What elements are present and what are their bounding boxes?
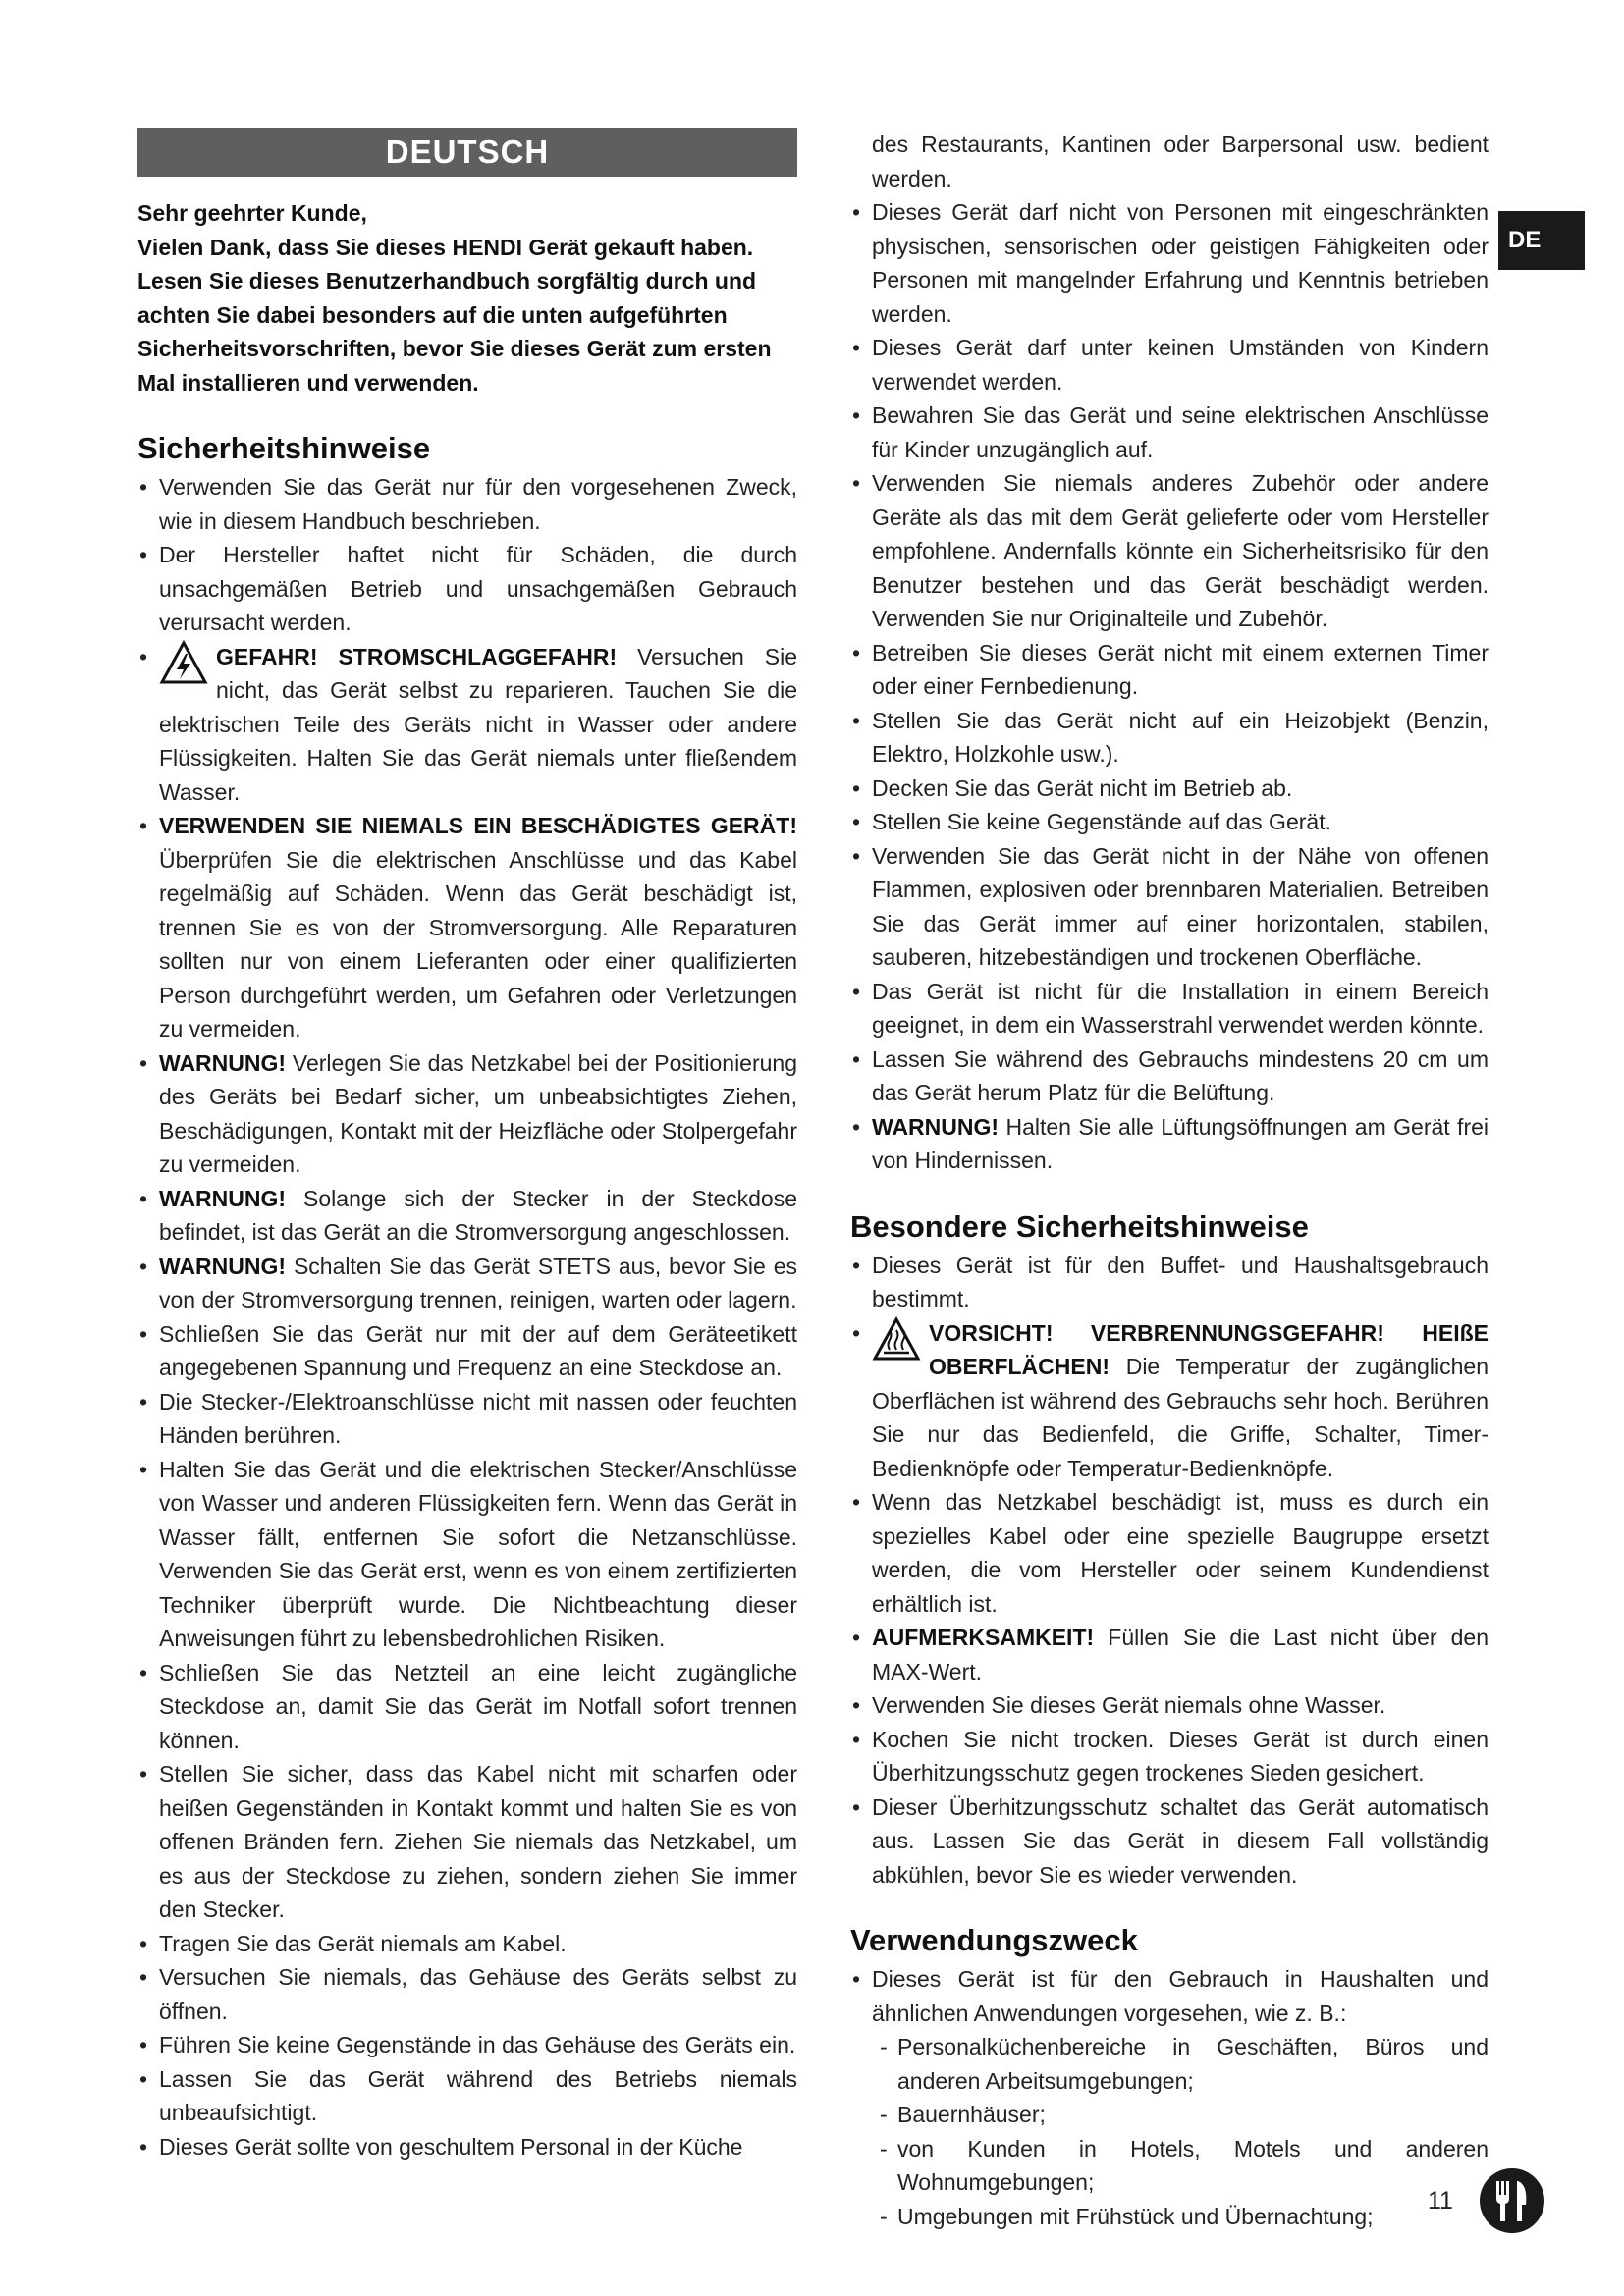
list-item: • Die Stecker-/Elektroanschlüsse nicht mit nassen oder feuchten Händen berühren. [137, 1385, 797, 1453]
sub-list-item: - Bauernhäuser; [872, 2098, 1489, 2132]
list-item: • WARNUNG! Verlegen Sie das Netzkabel bei der Positionierung des Geräts bei Bedarf sicher, um unbeabsichtigtes Ziehen, Beschädigungen, Kontakt mit der Heizfläche oder Stolpergefahr zu vermeiden. [137, 1046, 797, 1182]
list-item: • Betreiben Sie dieses Gerät nicht mit einem externen Timer oder einer Fernbedienung. [850, 636, 1489, 704]
list-item: • WARNUNG! Halten Sie alle Lüftungsöffnungen am Gerät frei von Hindernissen. [850, 1110, 1489, 1178]
safety-list-continued [850, 128, 1489, 1178]
special-safety-list [850, 1249, 1489, 1893]
list-item: • Stellen Sie sicher, dass das Kabel nicht mit scharfen oder heißen Gegenständen in Kontakt kommt und halten Sie es von offenen Bränden fern. Ziehen Sie niemals das Netzkabel, um es aus der Steckdose zu ziehen, sondern ziehen Sie immer den Stecker. [137, 1757, 797, 1927]
page-number: 11 [1428, 2187, 1453, 2215]
language-tab: DE [1498, 211, 1585, 270]
list-item: • Dieses Gerät ist für den Gebrauch in Haushalten und ähnlichen Anwendungen vorgesehen, wie z. B.: - Personalküchenbereiche in Geschäften, Büros und anderen Arbeitsumgebungen; - Bauernhäuser; - von Kunden in Hotels, Motels und anderen Wohnumgebungen; - Umgebungen mit Frühstück und Übernachtung; [850, 1962, 1489, 2233]
list-item: • Verwenden Sie dieses Gerät niemals ohne Wasser. [850, 1688, 1489, 1723]
list-item: • Schließen Sie das Netzteil an eine leicht zugängliche Steckdose an, damit Sie das Gerät im Notfall sofort trennen können. [137, 1656, 797, 1758]
sub-list-item: - von Kunden in Hotels, Motels und anderen Wohnumgebungen; [872, 2132, 1489, 2200]
list-item: • Verwenden Sie das Gerät nur für den vorgesehenen Zweck, wie in diesem Handbuch beschrieben. [137, 470, 797, 538]
list-item: • Dieses Gerät sollte von geschultem Personal in der Küche [137, 2130, 797, 2164]
list-item: • AUFMERKSAMKEIT! Füllen Sie die Last nicht über den MAX-Wert. [850, 1621, 1489, 1688]
section-title-usage: Verwendungszweck [850, 1923, 1138, 1957]
list-item: • Stellen Sie keine Gegenstände auf das Gerät. [850, 805, 1489, 839]
intro [137, 196, 797, 400]
language-banner: DEUTSCH [137, 128, 797, 177]
sub-list-item: - Umgebungen mit Frühstück und Übernachtung; [872, 2200, 1489, 2234]
list-item: • GEFAHR! STROMSCHLAGGEFAHR! Versuchen Sie nicht, das Gerät selbst zu reparieren. Tauchen Sie die elektrischen Teile des Geräts nicht in Wasser oder andere Flüssigkeiten. Halten Sie das Gerät niemals unter fließendem Wasser. [137, 640, 797, 810]
list-item: • Dieser Überhitzungsschutz schaltet das Gerät automatisch aus. Lassen Sie das Gerät in diesem Fall vollständig abkühlen, bevor Sie es wieder verwenden. [850, 1790, 1489, 1893]
usage-list [850, 1962, 1489, 2233]
list-item: • Halten Sie das Gerät und die elektrischen Stecker/Anschlüsse von Wasser und anderen Flüssigkeiten fern. Wenn das Gerät in Wasser fällt, entfernen Sie sofort die Netzanschlüsse. Verwenden Sie das Gerät erst, wenn es von einem zertifizierten Techniker überprüft wurde. Die Nichtbeachtung dieser Anweisungen führt zu lebensbedrohlichen Risiken. [137, 1453, 797, 1656]
right-column [850, 128, 1489, 2233]
list-item: • Kochen Sie nicht trocken. Dieses Gerät ist durch einen Überhitzungsschutz gegen trockenes Sieden gesichert. [850, 1723, 1489, 1790]
list-item: • Dieses Gerät darf nicht von Personen mit eingeschränkten physischen, sensorischen oder geistigen Fähigkeiten oder Personen mit mangelnder Erfahrung und Kenntnis betrieben werden. [850, 195, 1489, 331]
left-column [137, 128, 797, 2163]
list-item: • Lassen Sie das Gerät während des Betriebs niemals unbeaufsichtigt. [137, 2062, 797, 2130]
list-item: • Decken Sie das Gerät nicht im Betrieb ab. [850, 772, 1489, 806]
electric-shock-warning-icon [159, 640, 208, 685]
intro-text: Vielen Dank, dass Sie dieses HENDI Gerät gekauft haben. Lesen Sie dieses Benutzerhandbuch sorgfältig durch und achten Sie dabei besonders auf die unten aufgeführten Sicherheitsvorschriften, bevor Sie dieses Gerät zum ersten Mal installieren und verwenden. [137, 234, 772, 396]
list-item: • WARNUNG! Schalten Sie das Gerät STETS aus, bevor Sie es von der Stromversorgung trennen, reinigen, warten oder lagern. [137, 1250, 797, 1317]
list-item: • VERWENDEN SIE NIEMALS EIN BESCHÄDIGTES GERÄT! Überprüfen Sie die elektrischen Anschlüsse und das Kabel regelmäßig auf Schäden. Wenn das Gerät beschädigt ist, trennen Sie es von der Stromversorgung. Alle Reparaturen sollten nur von einem Lieferanten oder einer qualifizierten Person durchgeführt werden, um Gefahren oder Verletzungen zu vermeiden. [137, 809, 797, 1046]
usage-sublist [872, 2030, 1489, 2233]
list-item: • Tragen Sie das Gerät niemals am Kabel. [137, 1927, 797, 1961]
list-item: • Der Hersteller haftet nicht für Schäden, die durch unsachgemäßen Betrieb und unsachgemäßen Gebrauch verursacht werden. [137, 538, 797, 640]
list-item-continuation: des Restaurants, Kantinen oder Barpersonal usw. bedient werden. [872, 132, 1489, 191]
list-item: • Lassen Sie während des Gebrauchs mindestens 20 cm um das Gerät herum Platz für die Belüftung. [850, 1042, 1489, 1110]
list-item: • Dieses Gerät ist für den Buffet- und Haushaltsgebrauch bestimmt. [850, 1249, 1489, 1316]
section-title-safety: Sicherheitshinweise [137, 431, 431, 465]
cutlery-logo-icon [1479, 2167, 1545, 2234]
intro-greeting: Sehr geehrter Kunde, [137, 200, 367, 226]
list-item: • Wenn das Netzkabel beschädigt ist, muss es durch ein spezielles Kabel oder eine spezielle Baugruppe ersetzt werden, die vom Hersteller oder seinem Kundendienst erhältlich ist. [850, 1485, 1489, 1621]
list-item: • WARNUNG! Solange sich der Stecker in der Steckdose befindet, ist das Gerät an die Stromversorgung angeschlossen. [137, 1182, 797, 1250]
list-item: • VORSICHT! VERBRENNUNGSGEFAHR! HEIßE OBERFLÄCHEN! Die Temperatur der zugänglichen Oberflächen ist während des Gebrauchs sehr hoch. Berühren Sie nur das Bedienfeld, die Griffe, Schalter, Timer-Bedienknöpfe oder Temperatur-Bedienknöpfe. [850, 1316, 1489, 1486]
sub-list-item: - Personalküchenbereiche in Geschäften, Büros und anderen Arbeitsumgebungen; [872, 2030, 1489, 2098]
list-item: • Stellen Sie das Gerät nicht auf ein Heizobjekt (Benzin, Elektro, Holzkohle usw.). [850, 704, 1489, 772]
list-item: • Verwenden Sie niemals anderes Zubehör oder andere Geräte als das mit dem Gerät gelieferte oder vom Hersteller empfohlene. Andernfalls könnte ein Sicherheitsrisiko für den Benutzer bestehen und das Gerät beschädigt werden. Verwenden Sie nur Originalteile und Zubehör. [850, 466, 1489, 636]
list-item: • Dieses Gerät darf unter keinen Umständen von Kindern verwendet werden. [850, 331, 1489, 399]
list-item: • Versuchen Sie niemals, das Gehäuse des Geräts selbst zu öffnen. [137, 1960, 797, 2028]
list-item: • Bewahren Sie das Gerät und seine elektrischen Anschlüsse für Kinder unzugänglich auf. [850, 399, 1489, 466]
list-item: • Führen Sie keine Gegenstände in das Gehäuse des Geräts ein. [137, 2028, 797, 2062]
list-item: • Verwenden Sie das Gerät nicht in der Nähe von offenen Flammen, explosiven oder brennbaren Materialien. Betreiben Sie das Gerät immer auf einer horizontalen, stabilen, sauberen, hitzebeständigen und trockenen Oberfläche. [850, 839, 1489, 975]
hot-surface-warning-icon [872, 1316, 921, 1362]
section-title-special-safety: Besondere Sicherheitshinweise [850, 1208, 1309, 1244]
list-item: • Schließen Sie das Gerät nur mit der auf dem Geräteetikett angegebenen Spannung und Frequenz an eine Steckdose an. [137, 1317, 797, 1385]
list-item: • Das Gerät ist nicht für die Installation in einem Bereich geeignet, in dem ein Wasserstrahl verwendet werden könnte. [850, 975, 1489, 1042]
safety-list [137, 470, 797, 2163]
